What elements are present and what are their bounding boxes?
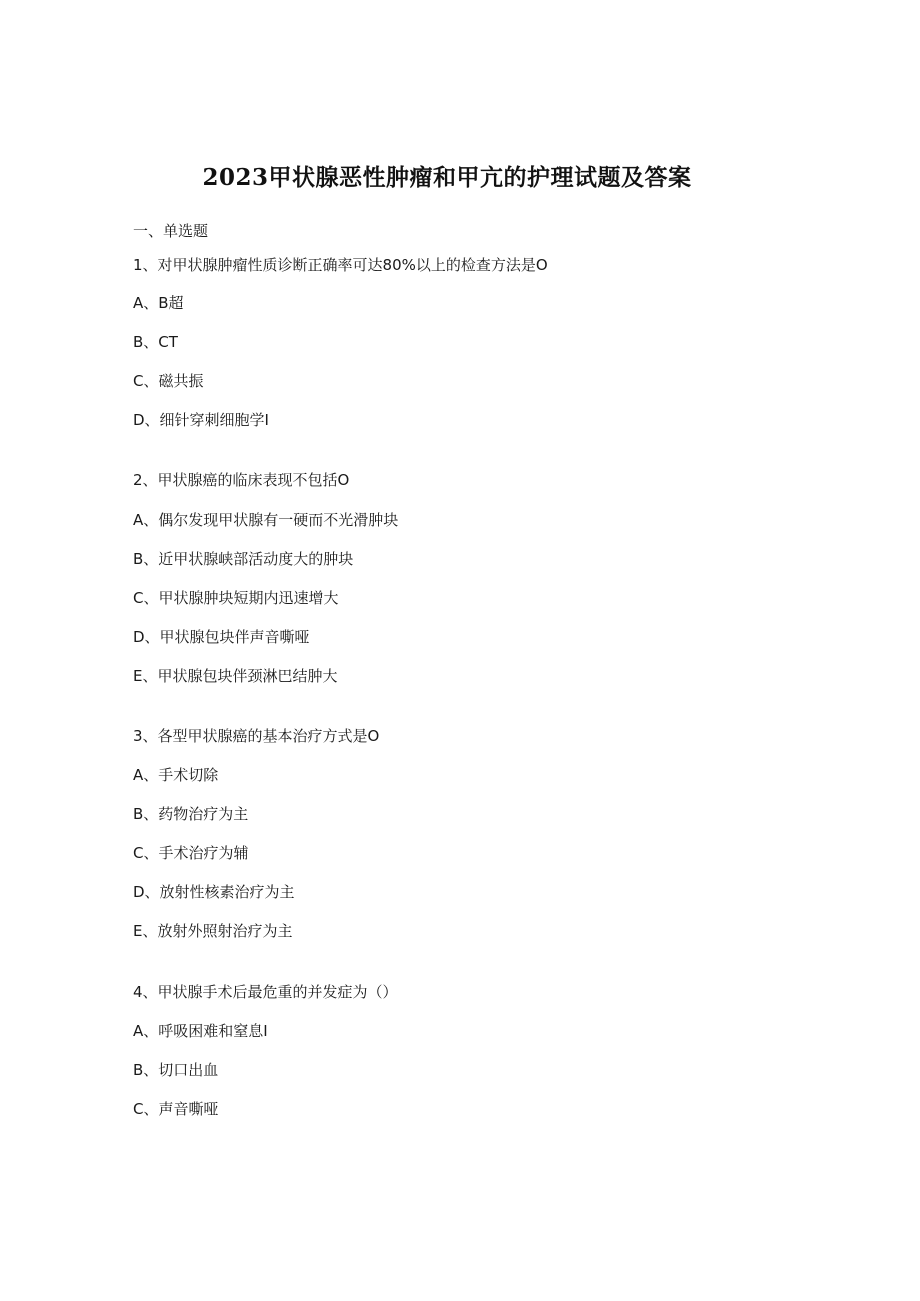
question-3-stem: 3、各型甲状腺癌的基本治疗方式是O <box>133 727 380 745</box>
question-2-stem: 2、甲状腺癌的临床表现不包括O <box>133 471 350 489</box>
question-2-option-a: A、偶尔发现甲状腺有一硬而不光滑肿块 <box>133 511 399 529</box>
question-3-option-c: C、手术治疗为辅 <box>133 844 249 862</box>
question-1-option-b: B、CT <box>133 333 178 351</box>
question-2-option-e: E、甲状腺包块伴颈淋巴结肿大 <box>133 667 338 685</box>
question-2-option-c: C、甲状腺肿块短期内迅速增大 <box>133 589 339 607</box>
question-4-stem: 4、甲状腺手术后最危重的并发症为（） <box>133 983 398 1001</box>
question-4-option-c: C、声音嘶哑 <box>133 1100 219 1118</box>
question-1-option-a: A、B超 <box>133 294 184 312</box>
question-2-option-b: B、近甲状腺峡部活动度大的肿块 <box>133 550 354 568</box>
question-3-option-e: E、放射外照射治疗为主 <box>133 922 293 940</box>
question-3-option-a: A、手术切除 <box>133 766 219 784</box>
question-4-option-b: B、切口出血 <box>133 1061 219 1079</box>
question-1-option-c: C、磁共振 <box>133 372 204 390</box>
question-2-option-d: D、甲状腺包块伴声音嘶哑 <box>133 628 310 646</box>
document-title: 2023甲状腺恶性肿瘤和甲亢的护理试题及答案 <box>202 164 692 191</box>
question-3-option-b: B、药物治疗为主 <box>133 805 249 823</box>
question-3-option-d: D、放射性核素治疗为主 <box>133 883 295 901</box>
section-heading: 一、单选题 <box>133 222 209 240</box>
question-1-stem: 1、对甲状腺肿瘤性质诊断正确率可达80%以上的检查方法是O <box>133 256 548 274</box>
question-1-option-d: D、细针穿刺细胞学I <box>133 411 269 429</box>
question-4-option-a: A、呼吸困难和窒息I <box>133 1022 268 1040</box>
